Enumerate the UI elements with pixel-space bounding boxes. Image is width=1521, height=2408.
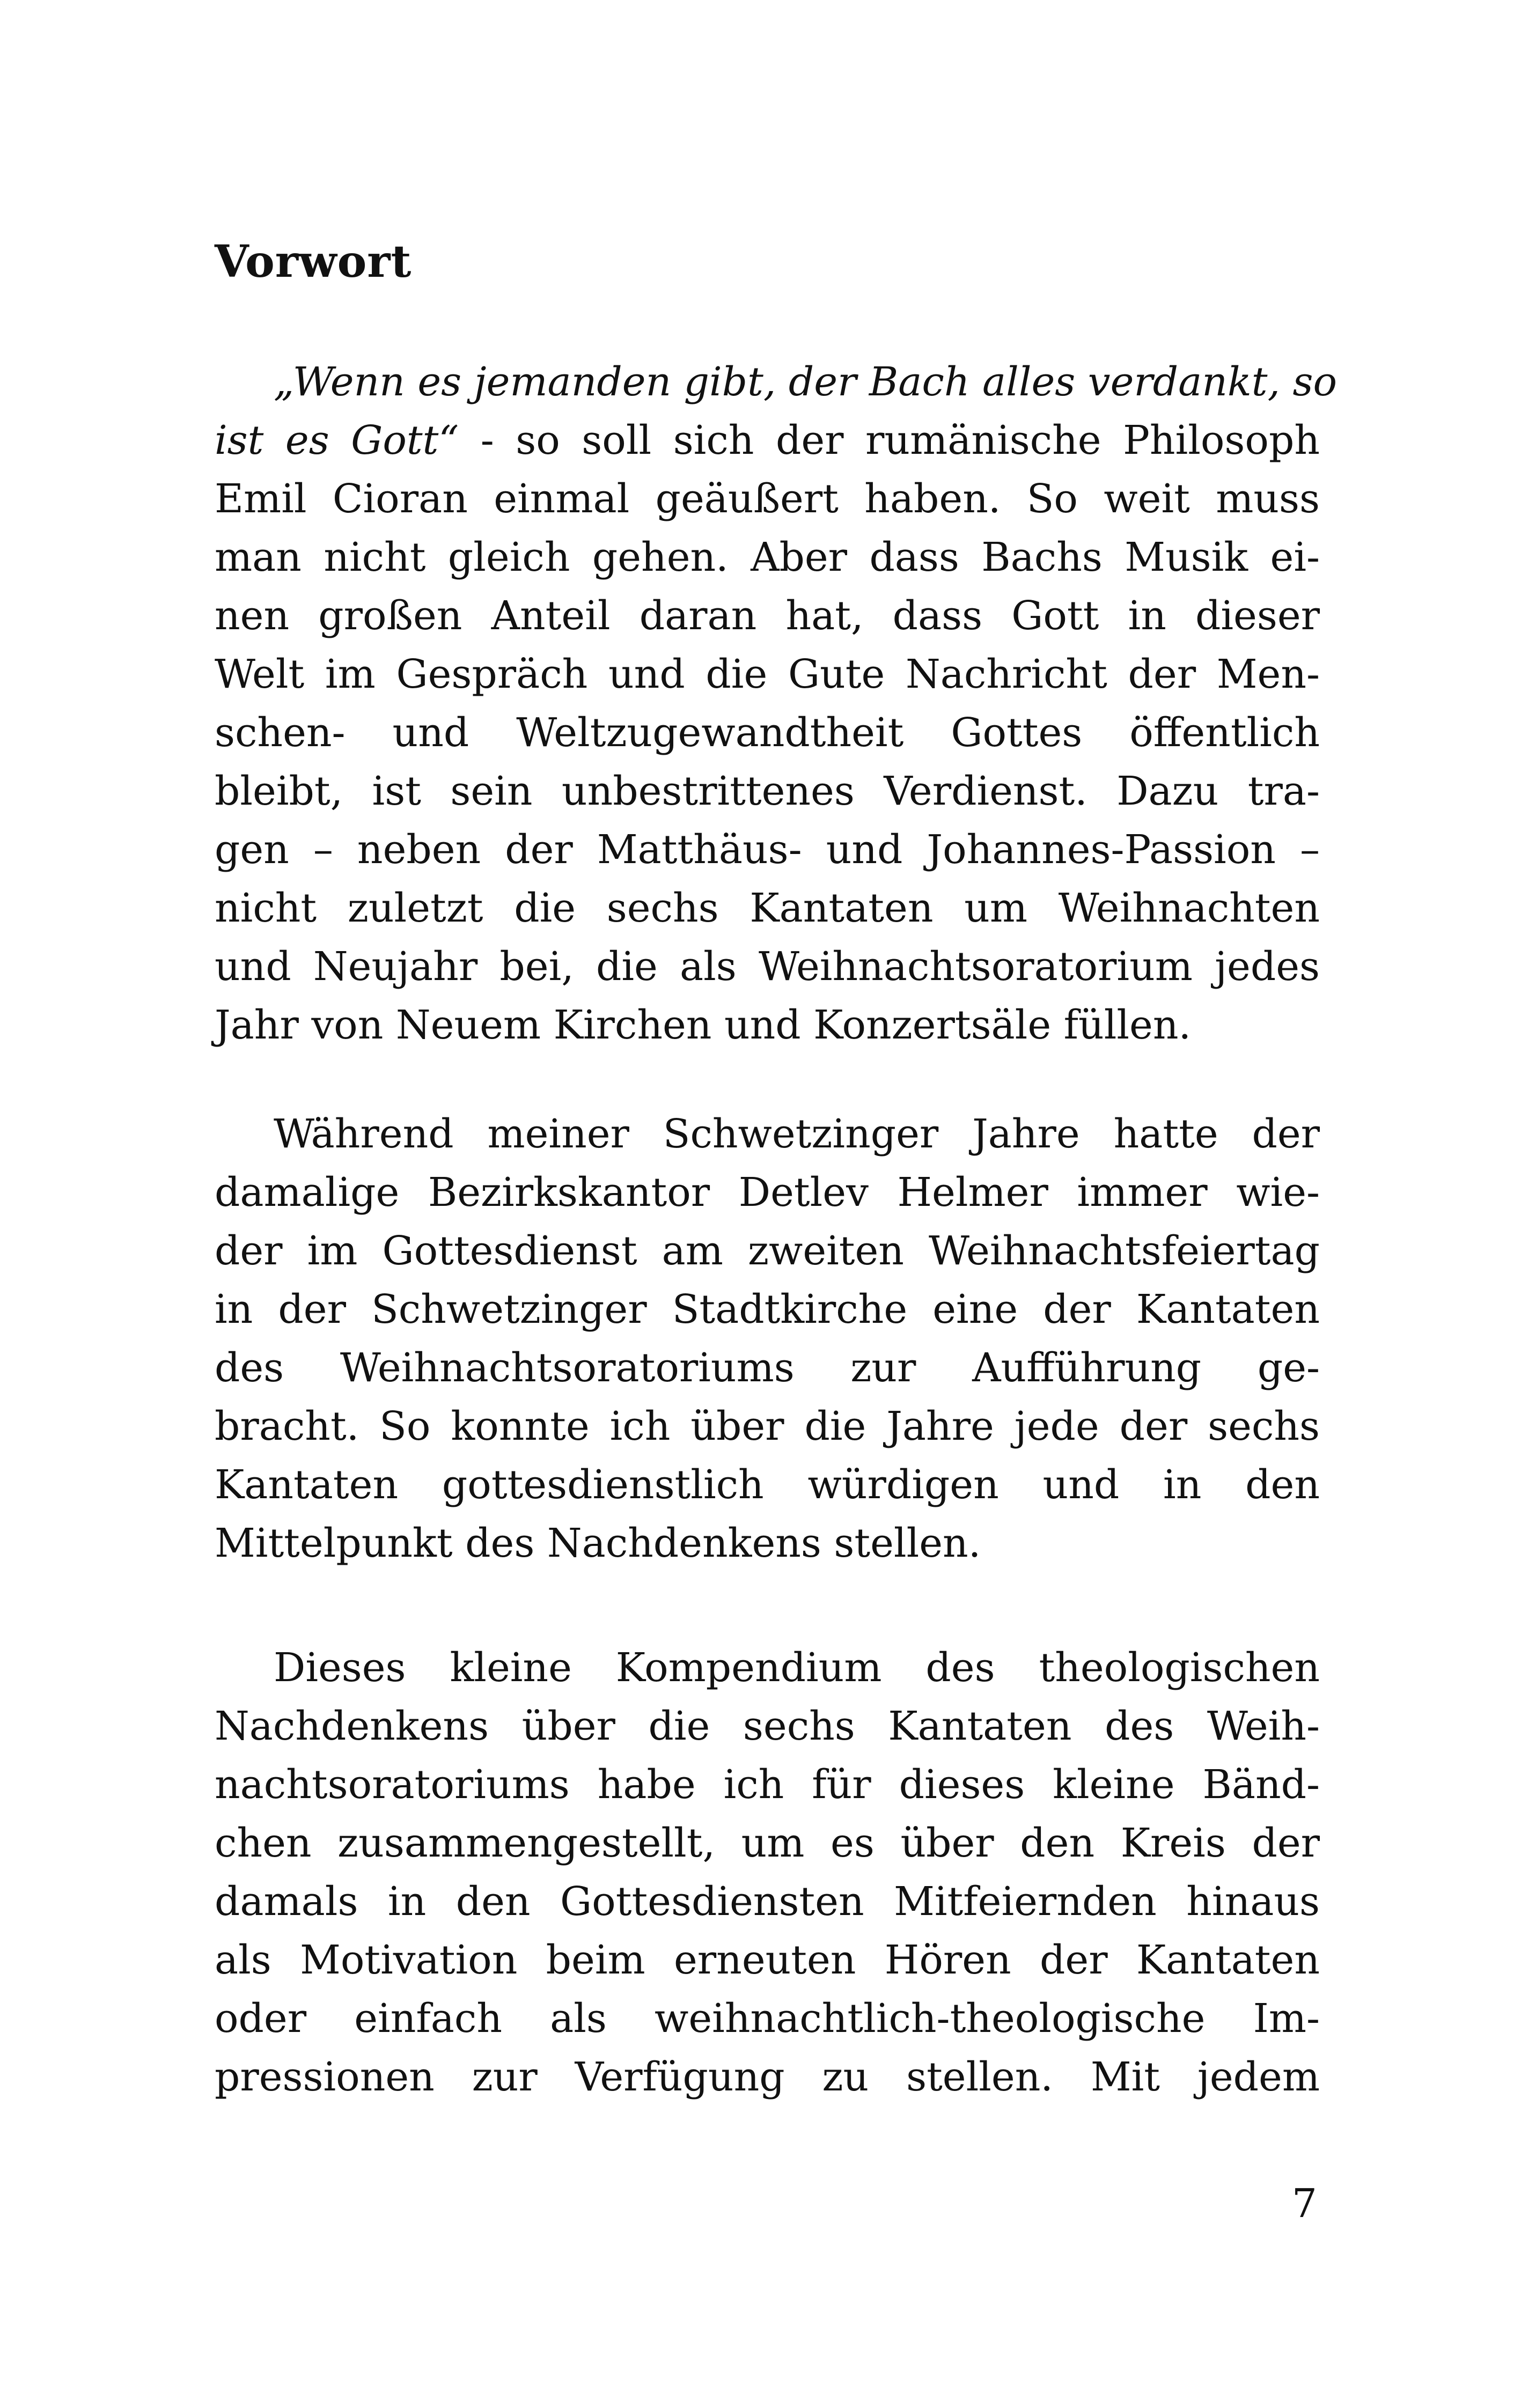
paragraph-1 [215,353,1338,1055]
text-line: Dieses kleine Kompendium des theologischen [274,1645,1320,1691]
text-line: des Weihnachtsoratoriums zur Aufführung ge- [215,1345,1320,1391]
text-line: und Neujahr bei, die als Weihnachtsoratorium jedes [215,944,1320,990]
text-line [215,411,1320,470]
text-line: der im Gottesdienst am zweiten Weihnachtsfeiertag [215,1228,1320,1274]
text-line: Welt im Gespräch und die Gute Nachricht der Men- [215,651,1320,697]
paragraph-3 [215,1639,1320,2107]
text-line: bracht. So konnte ich über die Jahre jede der sechs [215,1403,1320,1449]
text-line: Mittelpunkt des Nachdenkens stellen. [215,1520,981,1566]
quote-text: „Wenn es jemanden gibt, der Bach alles verdankt, so [274,359,1338,405]
text-line: man nicht gleich gehen. Aber dass Bachs Musik ei- [215,534,1320,580]
paragraph-2 [215,1105,1320,1573]
text-span: - so soll sich der rumänische Philosoph [459,417,1320,463]
text-line: damals in den Gottesdiensten Mitfeiernden hinaus [215,1879,1320,1925]
text-line: als Motivation beim erneuten Hören der Kantaten [215,1937,1320,1983]
page-number: 7 [1291,2181,1317,2227]
text-line: schen- und Weltzugewandtheit Gottes öffentlich [215,710,1320,756]
text-line: chen zusammengestellt, um es über den Kreis der [215,1820,1320,1866]
text-line: Während meiner Schwetzinger Jahre hatte der [274,1111,1320,1157]
text-line: oder einfach als weihnachtlich-theologische Im- [215,1995,1320,2042]
text-line: nen großen Anteil daran hat, dass Gott in dieser [215,593,1320,639]
text-line: Kantaten gottesdienstlich würdigen und in den [215,1462,1320,1508]
text-line: bleibt, ist sein unbestrittenes Verdienst. Dazu tra- [215,768,1320,814]
text-line: nicht zuletzt die sechs Kantaten um Weihnachten [215,885,1320,931]
text-line: pressionen zur Verfügung zu stellen. Mit jedem [215,2054,1320,2100]
text-line: Emil Cioran einmal geäußert haben. So weit muss [215,476,1320,522]
text-line: Nachdenkens über die sechs Kantaten des Weih- [215,1703,1320,1749]
page-heading: Vorwort [215,236,412,288]
text-line: in der Schwetzinger Stadtkirche eine der Kantaten [215,1286,1320,1332]
text-line [215,353,1338,411]
text-line: Jahr von Neuem Kirchen und Konzertsäle füllen. [215,1002,1192,1048]
quote-text: ist es Gott“ [215,417,459,463]
text-line: gen – neben der Matthäus- und Johannes-Passion – [215,827,1320,873]
text-line: nachtsoratoriums habe ich für dieses kleine Bänd- [215,1762,1320,1808]
text-line: damalige Bezirkskantor Detlev Helmer immer wie- [215,1169,1320,1216]
